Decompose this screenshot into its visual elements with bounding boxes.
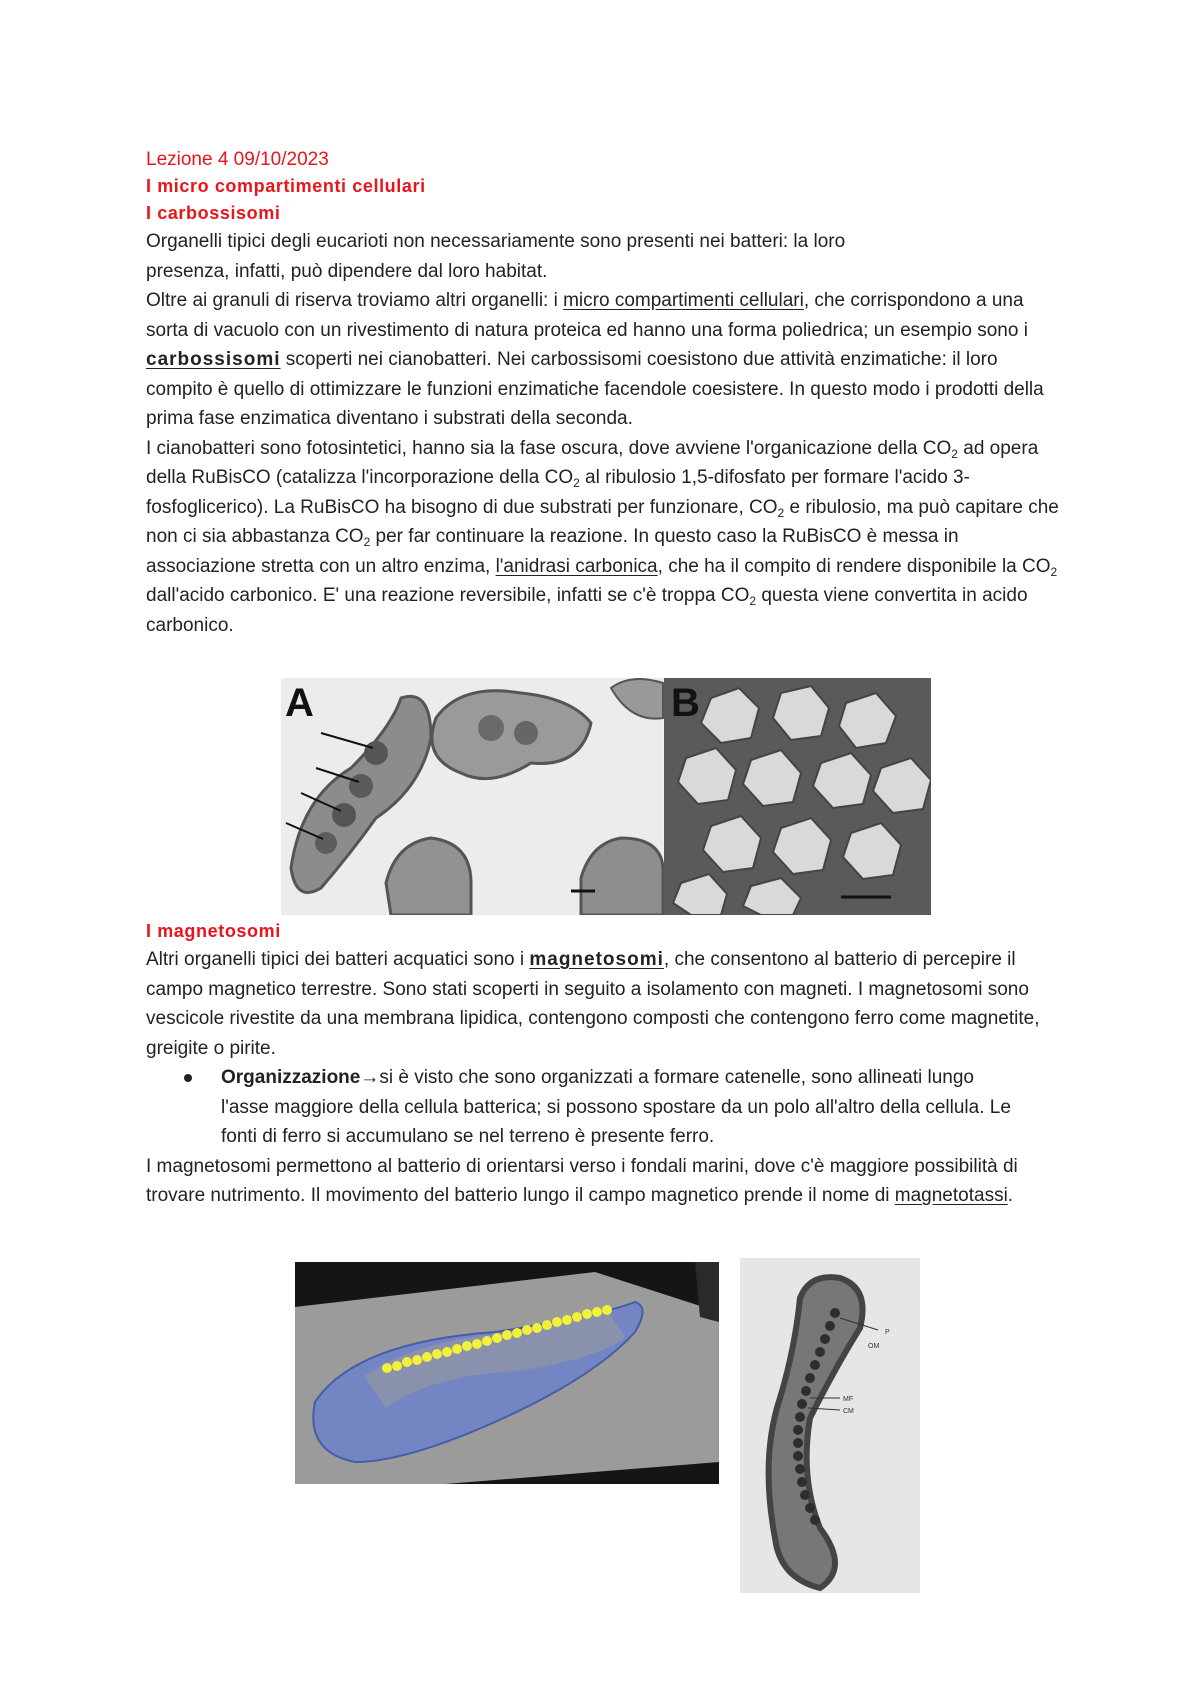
underlined-term: l'anidrasi carbonica <box>495 555 658 577</box>
document-page-part-2 <box>146 918 1066 1211</box>
label-cm: CM <box>843 1408 854 1415</box>
label-mf: MF <box>843 1396 854 1403</box>
carboxysome-micrograph-svg <box>281 678 931 915</box>
label-p: P <box>885 1329 890 1336</box>
magnetosome-tem-svg <box>740 1258 920 1593</box>
bullet-list <box>146 1063 1066 1152</box>
carboxysome-micrograph-figure <box>281 678 931 915</box>
list-item: Organizzazione→si è visto che sono organizzati a formare catenelle, sono allineati lungo l'asse maggiore della cellula batterica; si possono spostare da un polo all'altro della cellula. Le fonti di ferro si accumulano se nel terreno è presente ferro. <box>146 1063 1026 1152</box>
underlined-term: magnetotassi <box>894 1185 1008 1206</box>
magnetosome-3d-reconstruction-image <box>295 1262 719 1484</box>
magnetosome-tem-image <box>740 1258 920 1593</box>
paragraph-cianobatteri: I cianobatteri sono fotosintetici, hanno sia la fase oscura, dove avviene l'organicazione della $CO_2$ ad opera della RuBisCO (catalizza l'incorporazione della $CO_2$ al ribulosio 1,5-difosfato per formare l'acido 3-fosfoglicerico). La RuBisCO ha bisogno di due substrati per funzionare, $CO_2$ e ribulosio, ma può capitare che non ci sia abbastanza $CO_2$ per far continuare la reazione. In questo caso la RuBisCO è messa in associazione stretta con un altro enzima, l'anidrasi carbonica, che ha il compito di rendere disponibile la $CO_2$ dall'acido carbonico. E' una reazione reversibile, infatti se c'è troppa $CO_2$ questa viene convertita in acido carbonico. <box>146 437 1059 636</box>
section-heading-magnetosomi: I magnetosomi <box>146 921 281 941</box>
section-heading-carbossisomi: I carbossisomi <box>146 203 281 223</box>
paragraph-micro-compartimenti: Oltre ai granuli di riserva troviamo altri organelli: i micro compartimenti cellulari, che corrispondono a una sorta di vacuolo con un rivestimento di natura proteica ed hanno una forma poliedrica; un esempio sono i carbossisomi scoperti nei cianobatteri. Nei carbossisomi coesistono due attività enzimatiche: il loro compito è quello di ottimizzare le funzioni enzimatiche facendole coesistere. In questo modo i prodotti della prima fase enzimatica diventano i substrati della seconda. <box>146 290 1044 429</box>
paragraph-magnetotassi: I magnetosomi permettono al batterio di orientarsi verso i fondali marini, dove c'è maggiore possibilità di trovare nutrimento. Il movimento del batterio lungo il campo magnetico prende il nome di magnetotassi. <box>146 1155 1018 1206</box>
magnetosome-3d-svg <box>295 1262 719 1484</box>
paragraph-intro: Organelli tipici degli eucarioti non necessariamente sono presenti nei batteri: la loro presenza, infatti, può dipendere dal loro habitat. <box>146 231 846 282</box>
document-page <box>146 146 1066 640</box>
bold-term-magnetosomi: magnetosomi <box>529 949 664 970</box>
panel-label-a: A <box>285 681 314 725</box>
bold-term-carbossisomi: carbossisomi <box>146 349 281 370</box>
panel-label-b: B <box>671 681 700 725</box>
paragraph-magnetosomi: Altri organelli tipici dei batteri acquatici sono i magnetosomi, che consentono al batterio di percepire il campo magnetico terrestre. Sono stati scoperti in seguito a isolamento con magneti. I magnetosomi sono vescicole rivestite da una membrana lipidica, contengono composti che contengono ferro come magnetite, greigite o pirite. <box>146 949 1040 1059</box>
label-om: OM <box>868 1343 880 1350</box>
page-title: I micro compartimenti cellulari <box>146 176 426 196</box>
bullet-dot-icon <box>184 1074 192 1082</box>
underlined-term: micro compartimenti cellulari <box>563 290 804 311</box>
lesson-date: Lezione 4 09/10/2023 <box>146 149 329 170</box>
